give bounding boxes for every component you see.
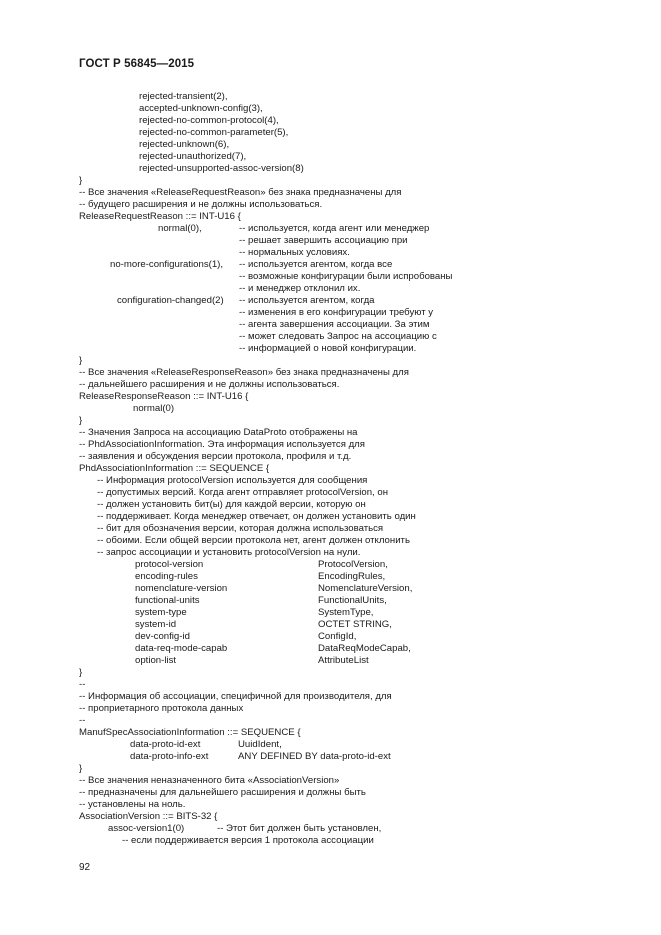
code-line: -- будущего расширения и не должны использоваться.: [79, 199, 323, 210]
code-line: AttributeList: [318, 655, 369, 666]
code-line: functional-units: [135, 595, 200, 606]
code-line: EncodingRules,: [318, 571, 386, 582]
code-line: -- агента завершения ассоциации. За этим: [239, 319, 430, 330]
code-line: -- Все значения «ReleaseRequestReason» без знака предназначены для: [79, 187, 402, 198]
code-line: rejected-unknown(6),: [139, 139, 230, 150]
code-line: }: [79, 415, 83, 426]
code-line: assoc-version1(0): [108, 823, 185, 834]
code-line: -- обоими. Если общей версии протокола нет, агент должен отклонить: [97, 535, 410, 546]
code-line: -- Информация об ассоциации, специфичной для производителя, для: [79, 691, 392, 702]
code-line: -- Информация protocolVersion используется для сообщения: [97, 475, 368, 486]
code-line: -- запрос ассоциации и установить protocolVersion на нули.: [97, 547, 361, 558]
code-line: -- и менеджер отклонил их.: [239, 283, 361, 294]
code-line: -- решает завершить ассоциацию при: [239, 235, 408, 246]
code-line: -- проприетарного протокола данных: [79, 703, 244, 714]
code-line: -- используется агентом, когда все: [239, 259, 393, 270]
code-line: -- заявления и обсуждения версии протокола, профиля и т.д.: [79, 451, 352, 462]
code-line: normal(0),: [158, 223, 202, 234]
code-line: dev-config-id: [135, 631, 190, 642]
code-line: ProtocolVersion,: [318, 559, 388, 570]
code-line: NomenclatureVersion,: [318, 583, 413, 594]
code-line: accepted-unknown-config(3),: [139, 103, 263, 114]
code-line: }: [79, 355, 83, 366]
code-line: -- Все значения «ReleaseResponseReason» без знака предназначены для: [79, 367, 409, 378]
code-line: -- может следовать Запрос на ассоциацию с: [239, 331, 437, 342]
code-line: encoding-rules: [135, 571, 198, 582]
code-line: rejected-unauthorized(7),: [139, 151, 247, 162]
code-line: rejected-no-common-parameter(5),: [139, 127, 289, 138]
code-line: SystemType,: [318, 607, 374, 618]
code-line: system-id: [135, 619, 177, 630]
code-line: DataReqModeCapab,: [318, 643, 411, 654]
code-line: PhdAssociationInformation ::= SEQUENCE {: [79, 463, 270, 474]
document-header: ГОСТ Р 56845—2015: [79, 58, 195, 70]
code-line: ReleaseRequestReason ::= INT-U16 {: [79, 211, 241, 222]
code-line: option-list: [135, 655, 177, 666]
code-line: -- изменения в его конфигурации требуют у: [239, 307, 434, 318]
code-line: UuidIdent,: [238, 739, 282, 750]
code-line: -- Все значения неназначенного бита «AssociationVersion»: [79, 775, 340, 786]
code-line: }: [79, 763, 83, 774]
code-line: nomenclature-version: [135, 583, 228, 594]
code-line: rejected-no-common-protocol(4),: [139, 115, 279, 126]
code-line: -- информацией о новой конфигурации.: [239, 343, 417, 354]
code-line: -- PhdAssociationInformation. Эта информация используется для: [79, 439, 365, 450]
code-line: }: [79, 175, 83, 186]
code-line: -- нормальных условиях.: [239, 247, 350, 258]
code-line: configuration-changed(2): [117, 295, 224, 306]
code-line: -- возможные конфигурации были испробованы: [239, 271, 453, 282]
code-line: OCTET STRING,: [318, 619, 392, 630]
code-line: no-more-configurations(1),: [110, 259, 224, 270]
code-line: data-req-mode-capab: [135, 643, 228, 654]
code-line: ANY DEFINED BY data-proto-id-ext: [238, 751, 391, 762]
code-line: --: [79, 715, 86, 726]
code-line: data-proto-info-ext: [130, 751, 209, 762]
code-line: -- допустимых версий. Когда агент отправляет protocolVersion, он: [97, 487, 389, 498]
code-line: ReleaseResponseReason ::= INT-U16 {: [79, 391, 249, 402]
page-number: 92: [79, 862, 91, 873]
code-line: ConfigId,: [318, 631, 357, 642]
code-line: --: [79, 679, 86, 690]
code-line: -- бит для обозначения версии, которая должна использоваться: [97, 523, 384, 534]
code-line: -- используется агентом, когда: [239, 295, 375, 306]
code-line: rejected-transient(2),: [139, 91, 228, 102]
code-line: ManufSpecAssociationInformation ::= SEQUENCE {: [79, 727, 301, 738]
code-line: AssociationVersion ::= BITS-32 {: [79, 811, 218, 822]
code-line: FunctionalUnits,: [318, 595, 387, 606]
code-line: -- установлены на ноль.: [79, 799, 186, 810]
code-line: -- поддерживает. Когда менеджер отвечает, он должен установить один: [97, 511, 416, 522]
code-line: -- Значения Запроса на ассоциацию DataProto отображены на: [79, 427, 358, 438]
code-line: -- должен установить бит(ы) для каждой версии, которую он: [97, 499, 366, 510]
code-line: -- дальнейшего расширения и не должны использоваться.: [79, 379, 340, 390]
code-line: -- предназначены для дальнейшего расширения и должны быть: [79, 787, 366, 798]
code-line: protocol-version: [135, 559, 204, 570]
code-line: data-proto-id-ext: [130, 739, 201, 750]
code-line: -- Этот бит должен быть установлен,: [217, 823, 382, 834]
code-line: -- используется, когда агент или менеджер: [239, 223, 430, 234]
code-line: }: [79, 667, 83, 678]
code-line: -- если поддерживается версия 1 протокола ассоциации: [122, 835, 374, 846]
code-line: rejected-unsupported-assoc-version(8): [139, 163, 304, 174]
code-line: system-type: [135, 607, 187, 618]
code-line: normal(0): [133, 403, 175, 414]
